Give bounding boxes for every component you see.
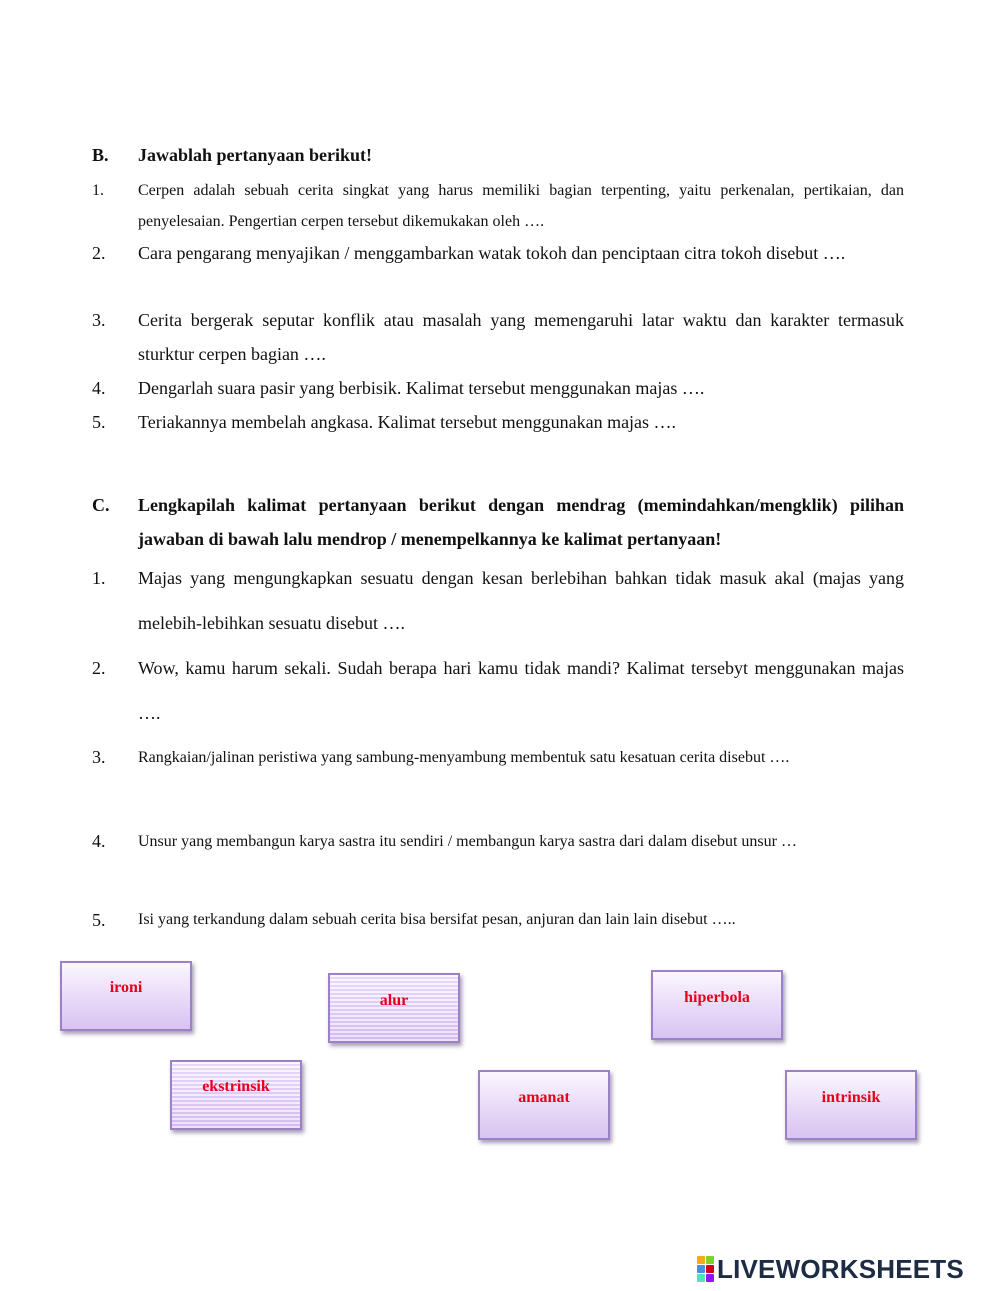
logo-square-icon xyxy=(697,1274,705,1282)
question-text: Isi yang terkandung dalam sebuah cerita bisa bersifat pesan, anjuran dan lain lain disebut ….. xyxy=(138,911,736,928)
logo-square-icon xyxy=(706,1274,714,1282)
answer-tile-ironi[interactable] xyxy=(60,961,192,1031)
answer-label: amanat xyxy=(518,1089,570,1106)
question-text: Wow, kamu harum sekali. Sudah berapa hari kamu tidak mandi? Kalimat tersebyt menggunakan majas …. xyxy=(138,658,904,723)
question-number: 2. xyxy=(92,658,106,678)
question-number: 2. xyxy=(92,243,106,263)
question-number: 4. xyxy=(92,378,106,398)
answer-tile-alur[interactable] xyxy=(328,973,460,1043)
answer-label: ironi xyxy=(109,979,143,996)
question-text: Rangkaian/jalinan peristiwa yang sambung-menyambung membentuk satu kesatuan cerita disebut …. xyxy=(138,749,790,766)
brand-name: LIVEWORKSHEETS xyxy=(717,1253,964,1284)
question-number: 5. xyxy=(92,910,106,930)
question-number: 4. xyxy=(92,831,106,851)
question-text: Cerpen adalah sebuah cerita singkat yang harus memiliki bagian terpenting, yaitu perkenalan, pertikaian, dan penyelesaian. Pengertian cerpen tersebut dikemukakan oleh …. xyxy=(138,182,904,230)
question-number: 1. xyxy=(92,568,106,588)
question-text: Majas yang mengungkapkan sesuatu dengan kesan berlebihan bahkan tidak masuk akal (majas yang melebih-lebihkan sesuatu disebut …. xyxy=(138,568,904,633)
question-number: 3. xyxy=(92,310,106,330)
logo-square-icon xyxy=(697,1265,705,1273)
section-b-heading xyxy=(92,138,904,172)
question-text: Unsur yang membangun karya sastra itu sendiri / membangun karya sastra dari dalam disebut unsur … xyxy=(138,833,797,850)
question-number: 5. xyxy=(92,412,106,432)
answer-label: alur xyxy=(379,992,409,1009)
logo-square-icon xyxy=(706,1256,714,1264)
liveworksheets-logo-icon xyxy=(697,1256,714,1282)
question-text: Cara pengarang menyajikan / menggambarkan watak tokoh dan penciptaan citra tokoh disebut …. xyxy=(138,243,846,263)
logo-square-icon xyxy=(697,1256,705,1264)
question-text: Teriakannya membelah angkasa. Kalimat tersebut menggunakan majas …. xyxy=(138,412,677,432)
question-number: 3. xyxy=(92,747,106,767)
section-b-label: B. xyxy=(92,145,109,165)
answer-tile-hiperbola[interactable] xyxy=(651,970,783,1040)
answer-tile-amanat[interactable] xyxy=(478,1070,610,1140)
section-c-title: Lengkapilah kalimat pertanyaan berikut dengan mendrag (memindahkan/mengklik) pilihan jawaban di bawah lalu mendrop / menempelkannya ke kalimat pertanyaan! xyxy=(138,495,904,549)
answer-label: hiperbola xyxy=(684,989,750,1006)
question-number: 1. xyxy=(92,182,104,199)
answer-label: ekstrinsik xyxy=(202,1078,270,1095)
question-text: Cerita bergerak seputar konflik atau masalah yang memengaruhi latar waktu dan karakter termasuk sturktur cerpen bagian …. xyxy=(138,310,904,364)
section-c-heading xyxy=(92,488,904,556)
section-c-label: C. xyxy=(92,495,110,515)
answer-label: intrinsik xyxy=(821,1089,881,1106)
logo-square-icon xyxy=(706,1265,714,1273)
question-text: Dengarlah suara pasir yang berbisik. Kalimat tersebut menggunakan majas …. xyxy=(138,378,705,398)
answer-tile-intrinsik[interactable] xyxy=(785,1070,917,1140)
brand-logo xyxy=(697,1253,964,1285)
section-b-title: Jawablah pertanyaan berikut! xyxy=(138,145,373,165)
answer-tile-ekstrinsik[interactable] xyxy=(170,1060,302,1130)
